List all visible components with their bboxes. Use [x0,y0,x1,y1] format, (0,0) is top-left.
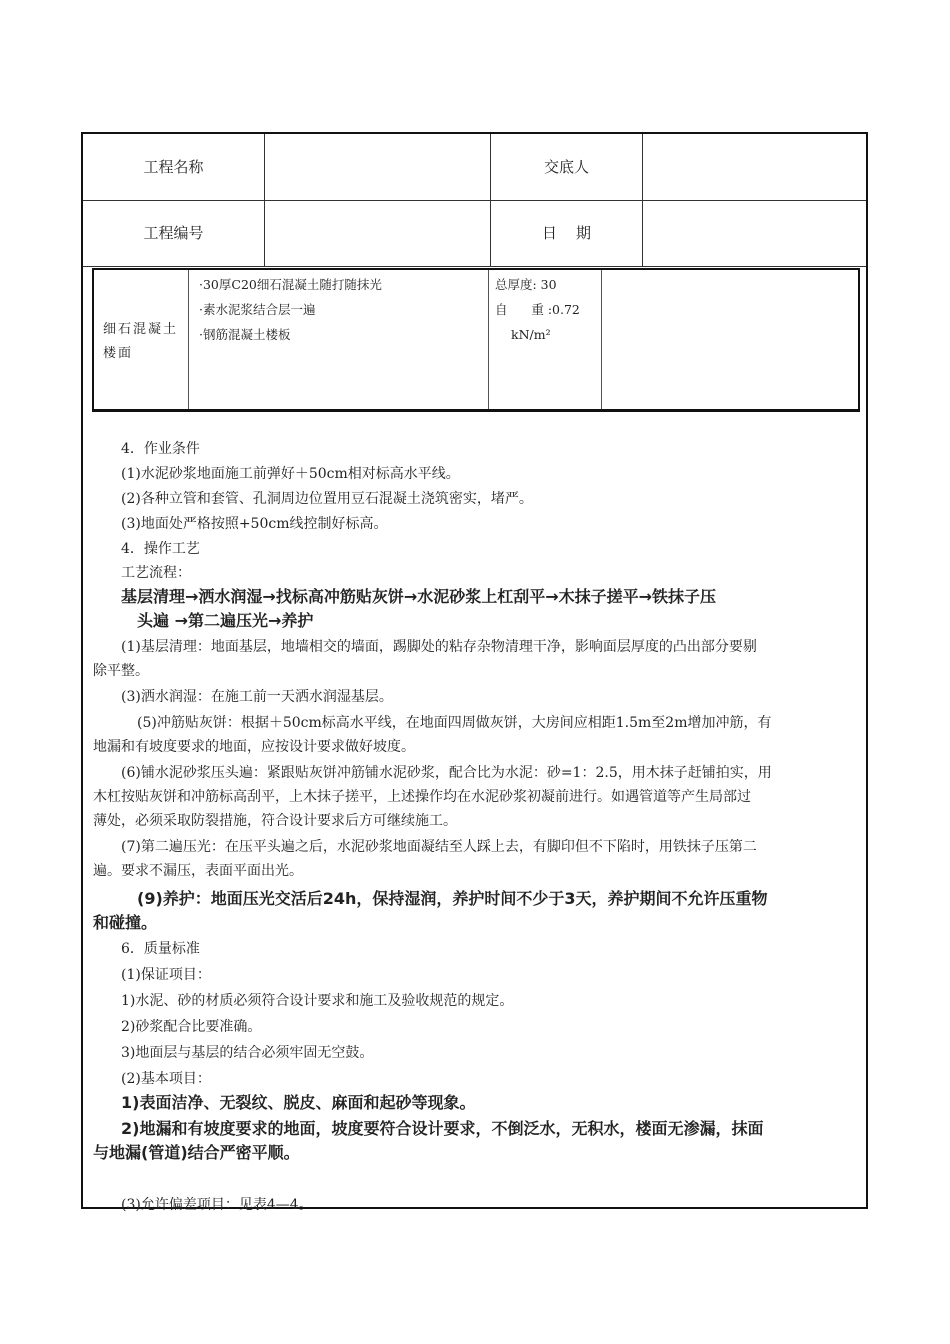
step-5-line-1: (5)冲筋贴灰饼：根据＋50cm标高水平线，在地面四周做灰饼，大房间应相距1.5m至2m增加冲筋，有 [137,715,772,731]
process-flow-line-1: 基层清理→洒水润湿→找标高冲筋贴灰饼→水泥砂浆上杠刮平→木抹子搓平→铁抹子压 [121,587,717,606]
step-9-line-1: (9)养护：地面压光交活后24h，保持湿润，养护时间不少于3天，养护期间不允许压重物 [137,889,768,908]
floor-name-cell [94,270,189,409]
document-frame [81,132,868,1213]
presenter-label: 交底人 [491,134,643,200]
allowable-deviation: (3)允许偏差项目：见表4—4。 [121,1197,313,1213]
date-value [643,200,866,266]
step-9-line-2: 和碰撞。 [93,913,158,932]
step-6-line-3: 薄处，必须采取防裂措施，符合设计要求后方可继续施工。 [93,813,457,829]
process-flow-title: 工艺流程： [121,565,191,581]
self-weight: 自 重 :0.72 [495,302,580,317]
process-flow-line-2: 头遍 →第二遍压光→养护 [137,611,314,630]
step-5-line-2: 地漏和有坡度要求的地面，应按设计要求做好坡度。 [93,739,415,755]
guaranteed-items-title: (1)保证项目： [121,967,211,983]
guaranteed-item-3: 3)地面层与基层的结合必须牢固无空鼓。 [121,1045,374,1061]
header-row-project-number [83,200,866,267]
step-7-line-2: 遍。要求不漏压，表面平面出光。 [93,863,303,879]
basic-item-2-line-1: 2)地漏和有坡度要求的地面，坡度要符合设计要求，不倒泛水，无积水，楼面无渗漏，抹面 [121,1119,764,1138]
header-row-project-name [83,134,866,201]
basic-items-title: (2)基本项目： [121,1071,211,1087]
floor-remark-cell [602,270,858,409]
step-6-line-1: (6)铺水泥砂浆压头遍：紧跟贴灰饼冲筋铺水泥砂浆，配合比为水泥：砂=1：2.5，用木抹子赶铺拍实，用 [121,765,772,781]
project-name-value [265,134,491,200]
self-weight-unit: kN/m² [511,327,551,342]
floor-layer-2: ·素水泥浆结合层一遍 [199,302,316,317]
floor-props-cell [489,270,602,409]
work-condition-2: (2)各种立管和套管、孔洞周边位置用豆石混凝土浇筑密实，堵严。 [121,491,533,507]
section-quality-title: 6．质量标准 [121,941,200,957]
project-number-value [265,200,491,266]
presenter-value [643,134,866,200]
step-7-line-1: (7)第二遍压光：在压平头遍之后，水泥砂浆地面凝结至人踩上去，有脚印但不下陷时，用铁抹子压第二 [121,839,757,855]
basic-item-2-line-2: 与地漏(管道)结合严密平顺。 [93,1143,300,1162]
date-label: 日 期 [491,200,643,266]
floor-spec-table [92,268,860,412]
section-work-conditions-title: 4．作业条件 [121,441,200,457]
step-3: (3)洒水润湿：在施工前一天洒水润湿基层。 [121,689,393,705]
floor-layer-3: ·钢筋混凝土楼板 [199,327,291,342]
section-operation-title: 4．操作工艺 [121,541,200,557]
guaranteed-item-1: 1)水泥、砂的材质必须符合设计要求和施工及验收规范的规定。 [121,993,514,1009]
floor-layer-1: ·30厚C20细石混凝土随打随抹光 [199,277,382,292]
total-thickness: 总厚度: 30 [495,277,557,292]
guaranteed-item-2: 2)砂浆配合比要准确。 [121,1019,262,1035]
floor-layers-cell [189,270,489,409]
step-1-line-2: 除平整。 [93,663,149,679]
step-6-line-2: 木杠按贴灰饼和冲筋标高刮平，上木抹子搓平，上述操作均在水泥砂浆初凝前进行。如遇管道等产生局部过 [93,789,751,805]
floor-name: 细石混凝土楼面 [103,322,179,361]
work-condition-3: (3)地面处严格按照+50cm线控制好标高。 [121,516,388,532]
project-number-label: 工程编号 [83,200,265,266]
basic-item-1: 1)表面洁净、无裂纹、脱皮、麻面和起砂等现象。 [121,1093,476,1112]
work-condition-1: (1)水泥砂浆地面施工前弹好＋50cm相对标高水平线。 [121,466,460,482]
step-1-line-1: (1)基层清理：地面基层，地墙相交的墙面，踢脚处的粘存杂物清理干净，影响面层厚度的凸出部分要剔 [121,639,757,655]
project-name-label: 工程名称 [83,134,265,200]
